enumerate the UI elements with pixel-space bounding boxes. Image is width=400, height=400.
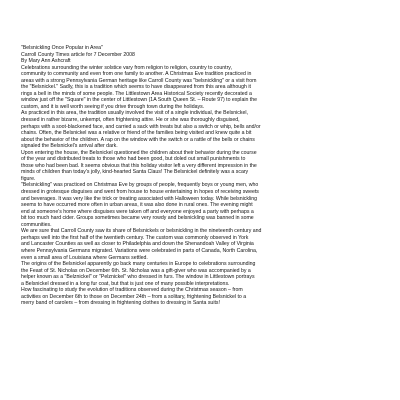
body-line: activities on December 6th to those on December 24th – from a solitary, frightening Belsnickel to a — [21, 293, 247, 300]
article-byline: By Mary Ann Ashcraft — [21, 58, 71, 65]
body-line: seems to have occurred more often in urban areas, it was also done in rural ones. The evening might — [21, 202, 253, 209]
body-line: communities. — [21, 221, 52, 228]
body-line: dressed in grotesque disguises and went from house to house entertaining in hopes of receiving sweets — [21, 189, 259, 196]
body-line: where Pennsylvania Germans migrated. Variations were celebrated in parts of Canada, North Carolina, — [21, 247, 258, 254]
body-line: perhaps well into the first half of the twentieth century. The custom was commonly observed in York — [21, 234, 249, 241]
body-line: chains. Often, the Belsnickel was a relative or friend of the families being visited and knew quite a bit — [21, 130, 252, 137]
body-line: custom, and it is well worth seeing if you drive through town during the holidays. — [21, 103, 205, 110]
body-line: a Belsnickel dressed in a long fur coat, but that is just one of many possible interpretations. — [21, 280, 230, 287]
body-line: about the behavior of the children. A rap on the window with the switch or a rattle of the bells or chains — [21, 136, 255, 143]
article-source: Carroll County Times article for 7 December 2008 — [21, 51, 135, 58]
body-line: The origins of the Belsnickel apparently go back many centuries in Europe to celebrations surrounding — [21, 261, 256, 268]
body-line: the Feast of St. Nicholas on December 6th. St. Nicholas was a gift-giver who was accompanied by a — [21, 267, 251, 274]
body-line: bit too much hard cider. Groups sometimes became very rowdy and belsnickling was banned in some — [21, 215, 254, 222]
body-line: areas with a strong Pennsylvania German heritage like Carroll County was "belsnickling" or a visit from — [21, 77, 257, 84]
body-line: end at someone's home where disguises were taken off and everyone enjoyed a party with perhaps a — [21, 208, 254, 215]
body-line: We are sure that Carroll County saw its share of Belsnickels or belsnickling in the nineteenth century and — [21, 228, 262, 235]
body-line: Upon entering the house, the Belsnickel questioned the children about their behavior during the course — [21, 149, 257, 156]
body-line: helper known as a "Belznickel" or "Pelznickel" who dressed in furs. The window in Littlestown portrays — [21, 274, 255, 281]
body-line: minds of children than today's jolly, kind-hearted Santa Claus! The Belsnickel definitely was a scary — [21, 169, 249, 176]
body-line: rings a bell in the minds of some people. The Littlestown Area Historical Society recently decorated a — [21, 90, 252, 97]
article-title: "Belsnickling Once Popular in Area" — [21, 45, 103, 51]
body-line: window just off the "Square" in the center of Littlestown (1A South Queen St. – Route 97) to explain the — [21, 97, 258, 104]
body-line: merry band of carolers – from dressing in frightening clothes to dressing in Santa suits! — [21, 300, 220, 307]
body-line: those who had been bad. It seems obvious that this holiday visitor left a very different impression in the — [21, 162, 257, 169]
body-line: community to community and even from one family to another. A Christmas Eve tradition practiced in — [21, 71, 252, 78]
body-line: even a small area of Louisiana where Germans settled. — [21, 254, 148, 261]
body-line: dressed in rather bizarre, unkempt, often frightening attire. He or she was thoroughly disguised, — [21, 117, 240, 124]
body-line: Celebrations surrounding the winter solstice vary from religion to religion, country to country, — [21, 64, 232, 71]
body-line: signaled the Belsnickel's arrival after dark. — [21, 143, 118, 150]
body-line: "Belsnickling" was practiced on Christmas Eve by groups of people, frequently boys or young men, who — [21, 182, 259, 189]
body-line: perhaps with a soot-blackened face, and carried a sack with treats but also a switch or whip, bells and/or — [21, 123, 261, 130]
body-line: the "Belsnickel." Sadly, this is a tradition which seems to have disappeared from this area although it — [21, 84, 251, 91]
body-line: and beverages. It was very like the trick or treating associated with Halloween today. While belsnickling — [21, 195, 258, 202]
body-line: As practiced in this area, the tradition usually involved the visit of a single individual, the Belsnickel, — [21, 110, 248, 117]
body-line: figure. — [21, 175, 36, 182]
body-line: and Lancaster Counties as well as closer to Philadelphia and down the Shenandoah Valley of Virginia — [21, 241, 254, 248]
body-line: How fascinating to study the evolution of traditions observed during the Christmas season – from — [21, 287, 243, 294]
document-page — [21, 45, 381, 307]
body-line: of the year and distributed treats to those who had been good, but doled out small punishments to — [21, 156, 246, 163]
